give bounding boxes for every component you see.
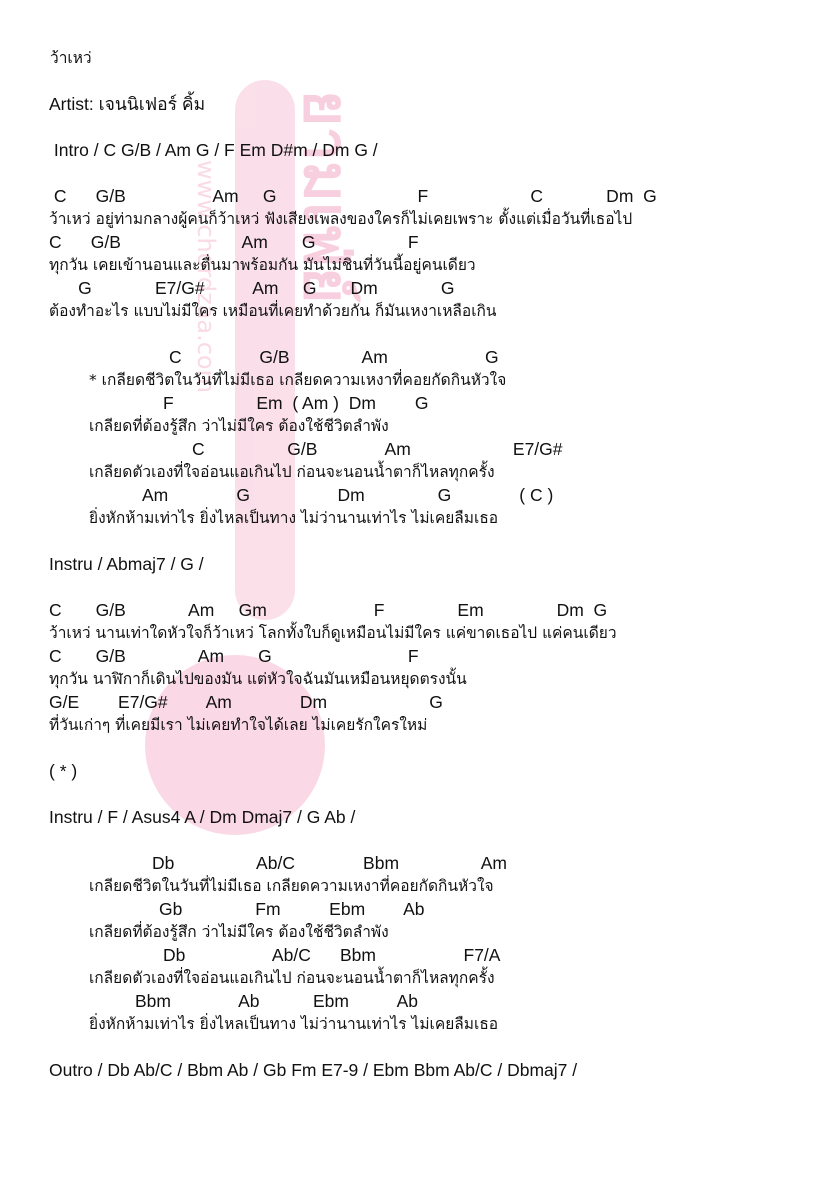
lyric-line: เกลียดที่ต้องรู้สึก ว่าไม่มีใคร ต้องใช้ชีวิตลำพัง	[89, 923, 389, 941]
chord-line: Bbm Ab Ebm Ab	[135, 991, 419, 1011]
chord-line: C G/B Am E7/G#	[192, 439, 563, 459]
repeat-marker: ( * )	[49, 761, 78, 781]
lyric-line: ยิ่งหักห้ามเท่าไร ยิ่งไหลเป็นทาง ไม่ว่านานเท่าไร ไม่เคยลืมเธอ	[89, 509, 499, 527]
chord-line: C G/B Am Gm F Em Dm G	[49, 600, 608, 620]
lyric-line: ว้าเหว่ อยู่ท่ามกลางผู้คนก็ว้าเหว่ ฟังเสียงเพลงของใครก็ไม่เคยเพราะ ตั้งแต่เมื่อวันที่เธอไป	[49, 210, 633, 228]
chord-line: Db Ab/C Bbm F7/A	[163, 945, 501, 965]
lyric-line: ทุกวัน นาฬิกาก็เดินไปของมัน แต่หัวใจฉันมันเหมือนหยุดตรงนั้น	[49, 670, 467, 688]
watermark-url-text: www.chordzaa.com	[192, 160, 220, 393]
watermark-brand-text: ยามเฟ่ย์	[290, 90, 363, 304]
chord-line: G/E E7/G# Am Dm G	[49, 692, 443, 712]
lyric-line: ยิ่งหักห้ามเท่าไร ยิ่งไหลเป็นทาง ไม่ว่านานเท่าไร ไม่เคยลืมเธอ	[89, 1015, 499, 1033]
chord-line: C G/B Am G F	[49, 646, 419, 666]
lyric-line: ที่วันเก่าๆ ที่เคยมีเรา ไม่เคยทำใจได้เลย ไม่เคยรักใครใหม่	[49, 716, 428, 734]
lyric-line: เกลียดตัวเองที่ใจอ่อนแอเกินไป ก่อนจะนอนน้ำตาก็ไหลทุกครั้ง	[89, 969, 495, 987]
chord-line: C G/B Am G F	[49, 232, 419, 252]
lyric-line: * เกลียดชีวิตในวันที่ไม่มีเธอ เกลียดความเหงาที่คอยกัดกินหัวใจ	[89, 371, 507, 389]
lyric-line: ทุกวัน เคยเข้านอนและตื่นมาพร้อมกัน มันไม่ชินที่วันนี้อยู่คนเดียว	[49, 256, 476, 274]
lyric-line: เกลียดที่ต้องรู้สึก ว่าไม่มีใคร ต้องใช้ชีวิตลำพัง	[89, 417, 389, 435]
instru-line: Instru / F / Asus4 A / Dm Dmaj7 / G Ab /	[49, 807, 356, 827]
lyric-line: ว้าเหว่ นานเท่าใดหัวใจก็ว้าเหว่ โลกทั้งใบก็ดูเหมือนไม่มีใคร แค่ขาดเธอไป แค่คนเดียว	[49, 624, 617, 642]
instru-line: Instru / Abmaj7 / G /	[49, 554, 204, 574]
chord-line: F Em ( Am ) Dm G	[163, 393, 429, 413]
outro-line: Outro / Db Ab/C / Bbm Ab / Gb Fm E7-9 / Ebm Bbm Ab/C / Dbmaj7 /	[49, 1060, 578, 1080]
chord-line: Gb Fm Ebm Ab	[159, 899, 425, 919]
artist-line: Artist: เจนนิเฟอร์ คิ้ม	[49, 94, 206, 114]
chord-line: Am G Dm G ( C )	[142, 485, 554, 505]
chord-line: Db Ab/C Bbm Am	[152, 853, 507, 873]
chord-line: C G/B Am G F C Dm G	[49, 186, 657, 206]
chord-line: C G/B Am G	[169, 347, 499, 367]
intro-line: Intro / C G/B / Am G / F Em D#m / Dm G /	[49, 140, 378, 160]
lyric-line: เกลียดชีวิตในวันที่ไม่มีเธอ เกลียดความเหงาที่คอยกัดกินหัวใจ	[89, 877, 494, 895]
lyric-line: ต้องทำอะไร แบบไม่มีใคร เหมือนที่เคยทำด้วยกัน ก็มันเหงาเหลือเกิน	[49, 302, 497, 320]
lyric-line: เกลียดตัวเองที่ใจอ่อนแอเกินไป ก่อนจะนอนน้ำตาก็ไหลทุกครั้ง	[89, 463, 495, 481]
song-title: ว้าเหว่	[50, 49, 92, 67]
chord-line: G E7/G# Am G Dm G	[49, 278, 455, 298]
